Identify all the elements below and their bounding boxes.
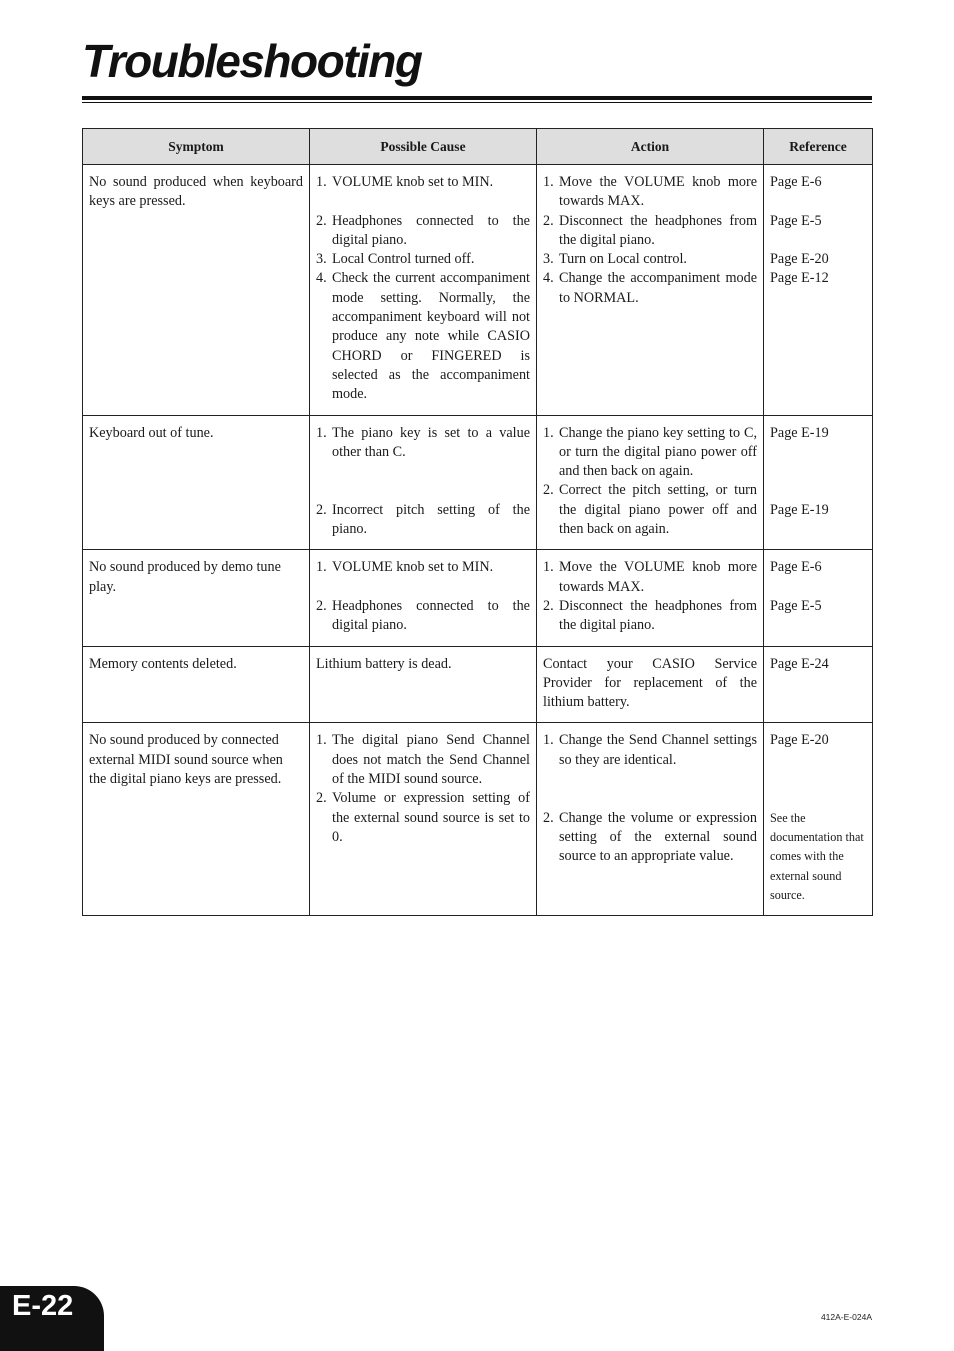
- action-cell: [537, 165, 764, 416]
- action-text: Change the piano key setting to C, or turn the digital piano power off and then back on again.: [559, 424, 757, 480]
- action-item: 1. Change the piano key setting to C, or turn the digital piano power off and then back on again.: [543, 424, 757, 480]
- cause-item: 2. Volume or expression setting of the external sound source is set to 0.: [316, 790, 530, 845]
- cause-text: Volume or expression setting of the external sound source is set to 0.: [332, 790, 530, 845]
- reference-text: Page E-5: [770, 597, 822, 614]
- reference-text: Page E-6: [770, 174, 822, 190]
- action-text: Change the volume or expression setting of the external sound source to an appropriate value.: [559, 809, 757, 865]
- cause-text: Headphones connected to the digital piano.: [332, 597, 530, 634]
- title-rule-thick: [82, 96, 872, 100]
- cause-cell: Lithium battery is dead.: [310, 646, 537, 723]
- troubleshooting-table: [82, 128, 873, 916]
- cause-cell: [310, 415, 537, 550]
- reference-cell: [764, 723, 873, 916]
- table-row: [83, 646, 873, 723]
- cause-text: Incorrect pitch setting of the piano.: [332, 501, 530, 538]
- cause-item: 3. Local Control turned off.: [316, 251, 475, 268]
- reference-text: Page E-20: [770, 251, 829, 268]
- reference-text: Page E-24: [770, 655, 829, 672]
- cause-item: 2. Headphones connected to the digital piano.: [316, 212, 530, 248]
- page-title: Troubleshooting: [82, 35, 422, 87]
- symptom-cell: No sound produced by demo tune play.: [83, 550, 310, 646]
- action-text: Disconnect the headphones from the digital piano.: [559, 597, 757, 634]
- header-reference: Reference: [764, 129, 873, 165]
- cause-text: VOLUME knob set to MIN.: [332, 559, 494, 576]
- cause-item: 1. VOLUME knob set to MIN.: [316, 174, 494, 190]
- action-cell: [537, 415, 764, 550]
- table-row: [83, 415, 873, 550]
- cause-item: 4. Check the current accompaniment mode setting. Normally, the accompaniment keyboard will not produce any note while CASIO CHORD or FINGERED is selected as the accompaniment mode.: [316, 270, 530, 403]
- symptom-cell: No sound produced by connected external MIDI sound source when the digital piano keys are pressed.: [83, 723, 310, 916]
- action-item: 1. Change the Send Channel settings so they are identical.: [543, 732, 757, 768]
- reference-text: Page E-19: [770, 501, 829, 518]
- reference-cell: [764, 646, 873, 723]
- cause-text: Local Control turned off.: [332, 251, 475, 268]
- action-cell: Contact your CASIO Service Provider for replacement of the lithium battery.: [537, 646, 764, 723]
- action-text: Disconnect the headphones from the digital piano.: [559, 212, 757, 248]
- action-text: Change the Send Channel settings so they are identical.: [559, 732, 757, 768]
- cause-text: Check the current accompaniment mode setting. Normally, the accompaniment keyboard will not produce any note while CASIO CHORD or FINGERED is selected as the accompaniment mode.: [332, 270, 530, 403]
- action-text: Move the VOLUME knob more towards MAX.: [559, 174, 757, 210]
- cause-item: 2. Incorrect pitch setting of the piano.: [316, 501, 530, 538]
- reference-text: Page E-12: [770, 270, 829, 287]
- action-cell: [537, 550, 764, 646]
- table-row: [83, 165, 873, 416]
- cause-cell: [310, 165, 537, 416]
- symptom-cell: Keyboard out of tune.: [83, 415, 310, 550]
- action-item: 2. Disconnect the headphones from the digital piano.: [543, 597, 757, 634]
- cause-item: 2. Headphones connected to the digital piano.: [316, 597, 530, 634]
- action-item: 2. Change the volume or expression setting of the external sound source to an appropriate value.: [543, 809, 757, 865]
- table-row: [83, 550, 873, 646]
- table-header-row: [83, 129, 873, 165]
- reference-cell: [764, 415, 873, 550]
- reference-cell: [764, 550, 873, 646]
- cause-item: 1. The piano key is set to a value other than C.: [316, 424, 530, 460]
- cause-item: 1. The digital piano Send Channel does not match the Send Channel of the MIDI sound source.: [316, 732, 530, 788]
- cause-item: 1. VOLUME knob set to MIN.: [316, 559, 494, 576]
- table-row: [83, 723, 873, 916]
- document-code: 412A-E-024A: [820, 1312, 872, 1322]
- action-item: 2. Correct the pitch setting, or turn the digital piano power off and then back on again.: [543, 482, 757, 538]
- action-item: 4. Change the accompaniment mode to NORMAL.: [543, 270, 757, 306]
- action-text: Change the accompaniment mode to NORMAL.: [559, 270, 757, 306]
- cause-cell: [310, 550, 537, 646]
- cause-cell: [310, 723, 537, 916]
- reference-note: See the documentation that comes with the external sound source.: [770, 810, 864, 902]
- cause-text: Headphones connected to the digital piano.: [332, 212, 530, 248]
- cause-text: The digital piano Send Channel does not match the Send Channel of the MIDI sound source.: [332, 732, 530, 788]
- cause-text: VOLUME knob set to MIN.: [332, 174, 494, 190]
- action-item: 2. Disconnect the headphones from the digital piano.: [543, 212, 757, 248]
- header-action: Action: [537, 129, 764, 165]
- action-item: 3. Turn on Local control.: [543, 251, 687, 268]
- reference-cell: [764, 165, 873, 416]
- action-cell: [537, 723, 764, 916]
- reference-text: Page E-20: [770, 732, 829, 749]
- page-number: E-22: [12, 1290, 74, 1322]
- symptom-cell: No sound produced when keyboard keys are pressed.: [83, 165, 310, 416]
- header-symptom: Symptom: [83, 129, 310, 165]
- symptom-cell: Memory contents deleted.: [83, 646, 310, 723]
- action-text: Move the VOLUME knob more towards MAX.: [559, 559, 757, 595]
- reference-text: Page E-5: [770, 212, 822, 229]
- title-rule-thin: [82, 102, 872, 103]
- action-text: Turn on Local control.: [559, 251, 687, 268]
- reference-text: Page E-19: [770, 424, 829, 441]
- cause-text: The piano key is set to a value other than C.: [332, 424, 530, 460]
- action-item: 1. Move the VOLUME knob more towards MAX.: [543, 174, 757, 210]
- action-text: Correct the pitch setting, or turn the digital piano power off and then back on again.: [559, 482, 757, 538]
- reference-text: Page E-6: [770, 559, 822, 576]
- action-item: 1. Move the VOLUME knob more towards MAX.: [543, 559, 757, 595]
- header-possible-cause: Possible Cause: [310, 129, 537, 165]
